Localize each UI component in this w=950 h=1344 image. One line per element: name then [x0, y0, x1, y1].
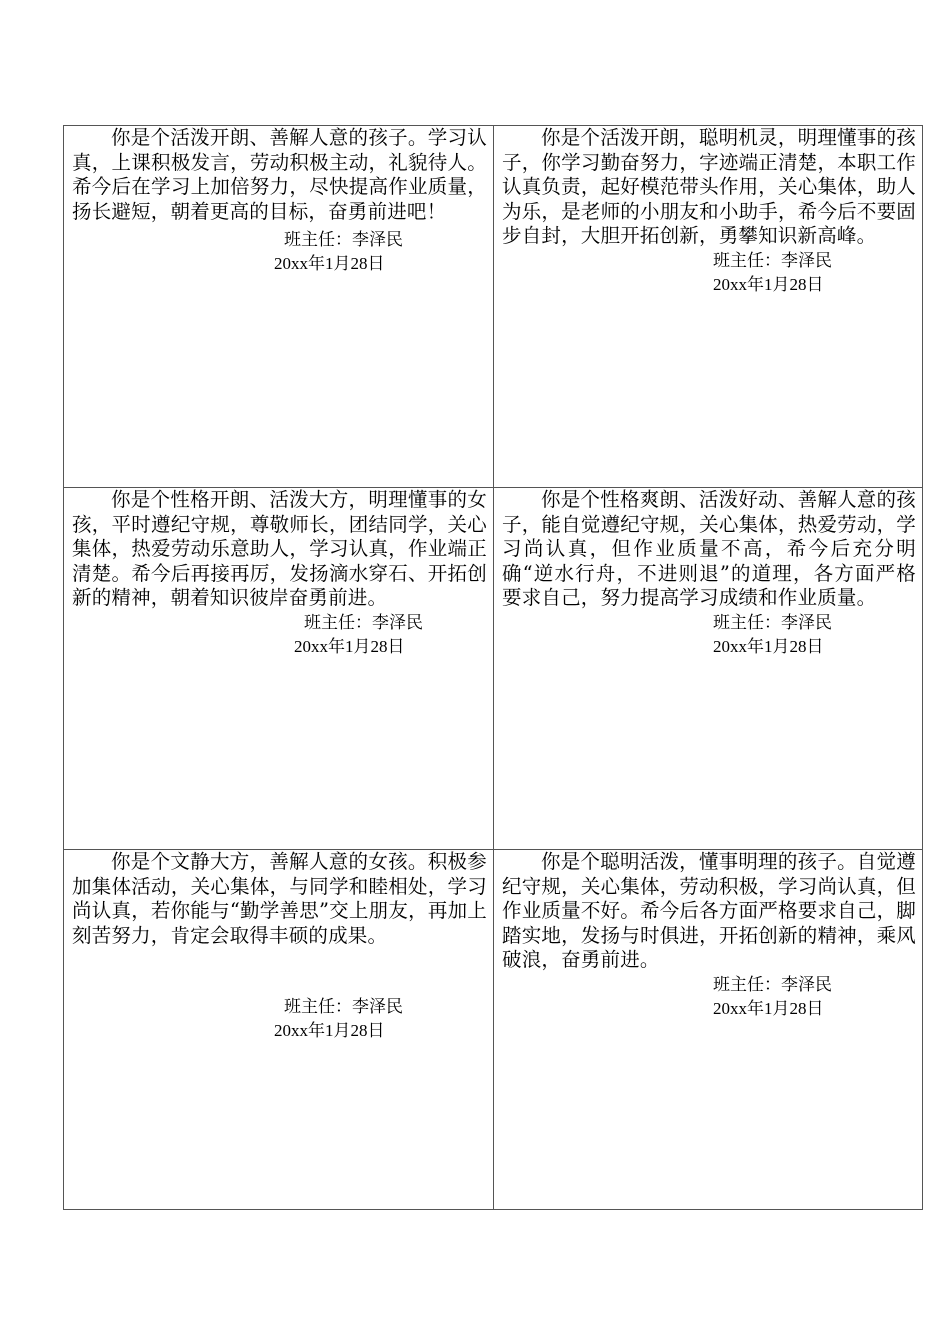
- signature-block: [72, 611, 487, 659]
- comment-card-4: [494, 488, 922, 850]
- teacher-signature: 班主任：李泽民: [713, 250, 832, 270]
- signature-date: 20xx年1月28日: [713, 274, 824, 294]
- signature-block: [502, 611, 916, 659]
- teacher-signature: 班主任：李泽民: [304, 612, 423, 632]
- comment-card-5: [64, 850, 494, 1209]
- comment-text: 你是个性格开朗、活泼大方，明理懂事的女孩，平时遵纪守规，尊敬师长，团结同学，关心集体，热爱劳动乐意助人，学习认真，作业端正清楚。希今后再接再厉，发扬滴水穿石、开拓创新的精神，朝着知识彼岸奋勇前进。: [72, 488, 487, 609]
- teacher-signature: 班主任：李泽民: [713, 974, 832, 994]
- comment-text: 你是个聪明活泼，懂事明理的孩子。自觉遵纪守规，关心集体，劳动积极，学习尚认真，但作业质量不好。希今后各方面严格要求自己，脚踏实地，发扬与时俱进，开拓创新的精神，乘风破浪，奋勇前进。: [502, 850, 916, 971]
- comment-card-6: [494, 850, 922, 1209]
- comment-card-2: [494, 126, 922, 488]
- signature-block: [502, 973, 916, 1021]
- comment-card-3: [64, 488, 494, 850]
- signature-block: [72, 228, 487, 276]
- comment-text: 你是个文静大方，善解人意的女孩。积极参加集体活动，关心集体，与同学和睦相处，学习尚认真，若你能与“勤学善思”交上朋友，再加上刻苦努力，肯定会取得丰硕的成果。: [72, 850, 487, 947]
- comment-text: 你是个活泼开朗、善解人意的孩子。学习认真，上课积极发言，劳动积极主动，礼貌待人。希今后在学习上加倍努力，尽快提高作业质量，扬长避短，朝着更高的目标，奋勇前进吧！: [72, 126, 487, 223]
- signature-block: [72, 995, 487, 1043]
- signature-date: 20xx年1月28日: [294, 636, 405, 656]
- comment-text: 你是个性格爽朗、活泼好动、善解人意的孩子，能自觉遵纪守规，关心集体，热爱劳动，学习尚认真，但作业质量不高，希今后充分明确“逆水行舟，不进则退”的道理，各方面严格要求自己，努力提高学习成绩和作业质量。: [502, 488, 916, 609]
- teacher-signature: 班主任：李泽民: [284, 230, 403, 249]
- teacher-signature: 班主任：李泽民: [713, 612, 832, 632]
- comment-card-1: [64, 126, 494, 488]
- teacher-signature: 班主任：李泽民: [284, 997, 403, 1016]
- signature-date: 20xx年1月28日: [274, 1021, 385, 1040]
- signature-date: 20xx年1月28日: [713, 636, 824, 656]
- signature-block: [502, 249, 916, 297]
- signature-date: 20xx年1月28日: [274, 254, 385, 273]
- comment-table: [63, 125, 923, 1210]
- signature-date: 20xx年1月28日: [713, 998, 824, 1018]
- comment-text: 你是个活泼开朗，聪明机灵，明理懂事的孩子，你学习勤奋努力，字迹端正清楚，本职工作认真负责，起好模范带头作用，关心集体，助人为乐，是老师的小朋友和小助手，希今后不要固步自封，大胆开拓创新，勇攀知识新高峰。: [502, 126, 916, 247]
